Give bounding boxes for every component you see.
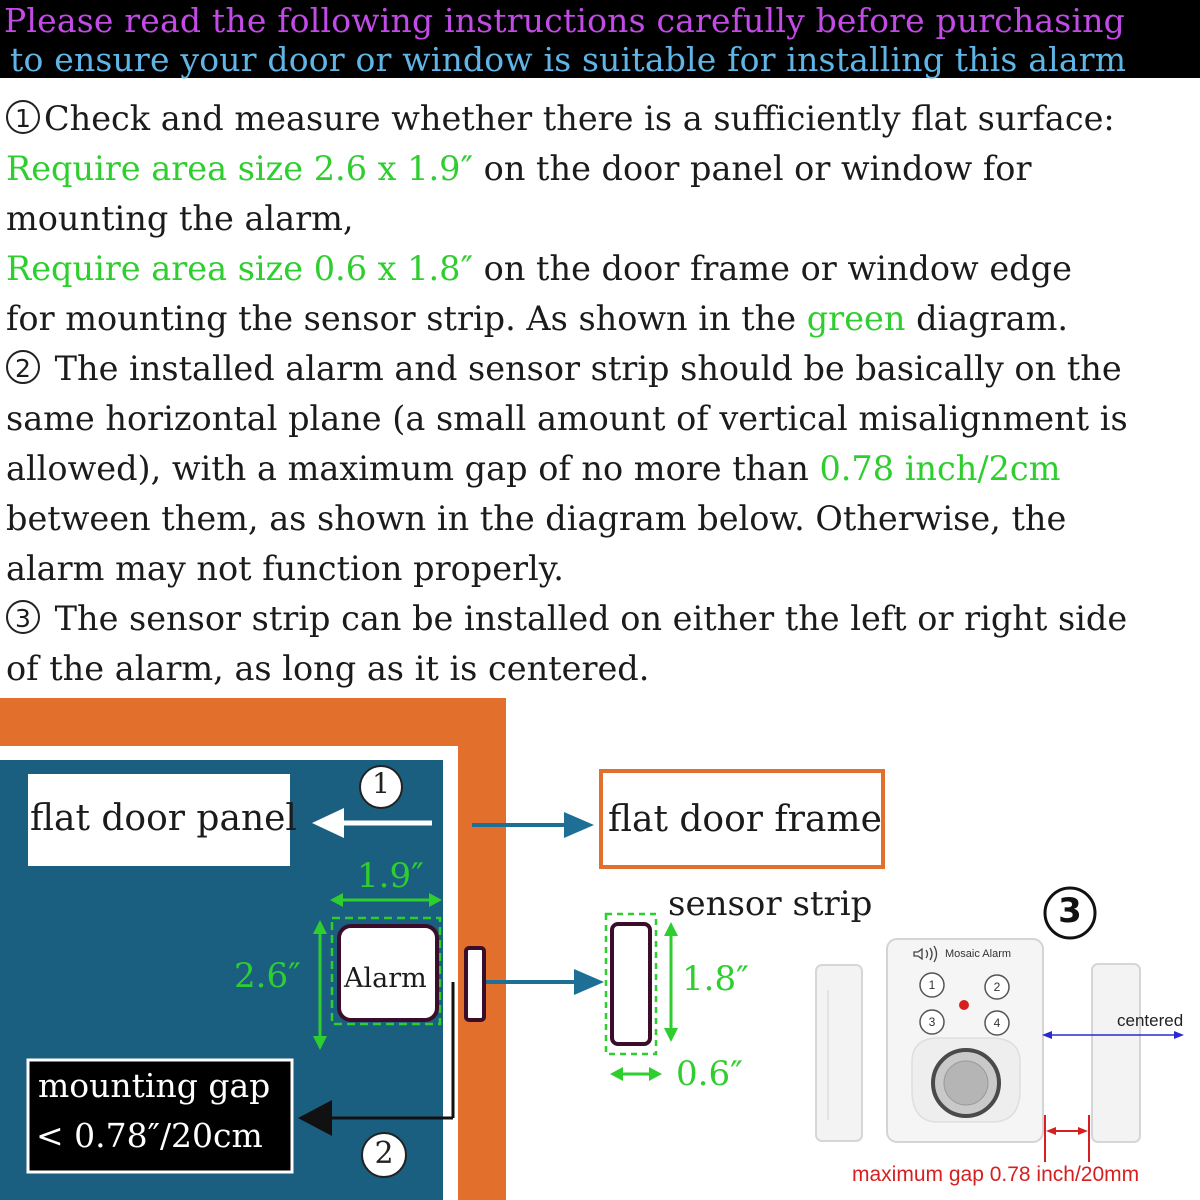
- photo-right-strip: [1092, 964, 1140, 1142]
- req2-line2-b: diagram.: [905, 299, 1069, 338]
- step2-text-1: The installed alarm and sensor strip should be basically on the: [44, 349, 1122, 388]
- photo-led: [959, 1000, 969, 1010]
- step2-line2: same horizontal plane (a small amount of vertical misalignment is: [6, 399, 1128, 438]
- sensor-height-dim-arrow-bottom: [664, 1028, 678, 1042]
- photo-button-3-label: 3: [928, 1015, 936, 1029]
- sensor-height-label: 1.8″: [682, 959, 749, 999]
- req1-rest: on the door panel or window for: [473, 149, 1032, 188]
- header-line-1: Please read the following instructions carefully before purchasing: [4, 1, 1125, 40]
- step3-line2: of the alarm, as long as it is centered.: [6, 649, 650, 688]
- req1-line2: mounting the alarm,: [6, 199, 354, 238]
- max-gap-label: maximum gap 0.78 inch/20mm: [852, 1163, 1140, 1186]
- sensor-strip-label: sensor strip: [668, 884, 873, 924]
- gap-arrow-left: [1046, 1127, 1056, 1135]
- req1-green: Require area size 2.6 x 1.9″: [6, 149, 473, 188]
- step1-intro: Check and measure whether there is a sufficiently flat surface:: [44, 99, 1115, 138]
- photo-left-strip: [816, 965, 862, 1141]
- req2-line2-green: green: [806, 299, 906, 338]
- step2-line3-a: allowed), with a maximum gap of no more than: [6, 449, 820, 488]
- step2-line5: alarm may not function properly.: [6, 549, 564, 588]
- alarm-height-label: 2.6″: [234, 956, 301, 996]
- alarm-label: Alarm: [344, 963, 427, 994]
- sensor-width-dim-arrow-left: [610, 1067, 623, 1081]
- callout-3-label: 3: [1058, 891, 1082, 931]
- sensor-width-label: 0.6″: [676, 1054, 743, 1094]
- callout-1-label: 1: [372, 767, 390, 800]
- gap-arrow-right: [1078, 1127, 1088, 1135]
- mounting-gap-line2: < 0.78″/20cm: [36, 1116, 263, 1155]
- photo-button-2-label: 2: [993, 980, 1001, 994]
- photo-brand-label: Mosaic Alarm: [945, 948, 1012, 960]
- header-line-2: to ensure your door or window is suitable for installing this alarm: [10, 40, 1127, 79]
- step1-number: 1: [6, 100, 40, 134]
- step3-text-1: The sensor strip can be installed on either the left or right side: [44, 599, 1128, 638]
- req2-line2-a: for mounting the sensor strip. As shown in the: [6, 299, 807, 338]
- mounting-gap-line1: mounting gap: [38, 1066, 271, 1105]
- sensor-arrow-head: [574, 969, 604, 995]
- centered-label: centered: [1117, 1011, 1184, 1030]
- sensor-width-dim-arrow-right: [649, 1067, 662, 1081]
- flat-door-frame-label: flat door frame: [608, 799, 882, 840]
- photo-speaker-inner: [944, 1061, 988, 1105]
- sensor-height-dim-arrow-top: [664, 922, 678, 936]
- frame-magnet: [466, 948, 484, 1020]
- step2-line3-green: 0.78 inch/2cm: [819, 449, 1061, 488]
- centered-arrow-right: [1174, 1031, 1184, 1039]
- req2-green: Require area size 0.6 x 1.8″: [6, 249, 473, 288]
- step2-number: 2: [6, 350, 40, 384]
- alarm-width-label: 1.9″: [357, 856, 424, 896]
- flat-door-panel-label: flat door panel: [30, 798, 297, 839]
- step2-line4: between them, as shown in the diagram below. Otherwise, the: [6, 499, 1067, 538]
- sensor-body: [612, 924, 650, 1044]
- step3-number: 3: [6, 600, 40, 634]
- callout-2-label: 2: [374, 1136, 394, 1171]
- photo-button-1-label: 1: [928, 978, 936, 992]
- req2-rest: on the door frame or window edge: [473, 249, 1072, 288]
- frame-arrow-head: [564, 812, 594, 838]
- photo-button-4-label: 4: [993, 1016, 1001, 1030]
